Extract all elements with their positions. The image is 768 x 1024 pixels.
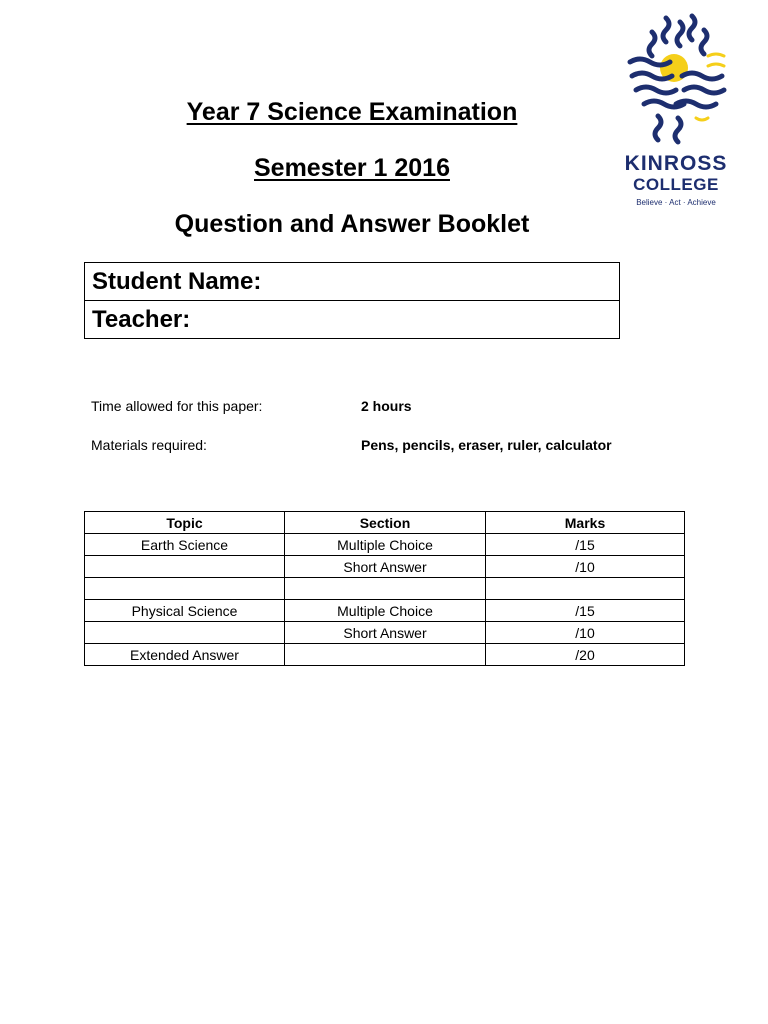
marks-cell: /15 xyxy=(486,600,685,622)
topic-cell xyxy=(85,622,285,644)
kinross-college-logo xyxy=(622,12,730,207)
table-row xyxy=(85,534,685,556)
header-section: Section xyxy=(285,512,486,534)
section-cell: Short Answer xyxy=(285,622,486,644)
logo-name-line1: KINROSS xyxy=(624,152,728,175)
topic-cell: Earth Science xyxy=(85,534,285,556)
marks-table-header xyxy=(85,512,685,534)
table-row xyxy=(85,622,685,644)
topic-cell xyxy=(85,556,285,578)
booklet-title: Question and Answer Booklet xyxy=(174,210,530,238)
section-cell: Multiple Choice xyxy=(285,600,486,622)
marks-cell: /15 xyxy=(486,534,685,556)
marks-cell: /20 xyxy=(486,644,685,666)
logo-name-line2: COLLEGE xyxy=(633,175,719,194)
section-cell: Short Answer xyxy=(285,556,486,578)
section-cell: Multiple Choice xyxy=(285,534,486,556)
logo-tagline: Believe · Act · Achieve xyxy=(636,198,716,207)
student-name-field[interactable]: Student Name: xyxy=(92,268,262,295)
marks-cell xyxy=(486,578,685,600)
student-details-box xyxy=(84,262,620,339)
exam-semester-text: Semester 1 2016 xyxy=(254,154,450,182)
topic-cell: Physical Science xyxy=(85,600,285,622)
marks-cell: /10 xyxy=(486,622,685,644)
topic-cell xyxy=(85,578,285,600)
topic-cell: Extended Answer xyxy=(85,644,285,666)
materials-value: Pens, pencils, eraser, ruler, calculator xyxy=(361,437,612,453)
logo-emblem-icon xyxy=(622,12,730,152)
time-allowed-value: 2 hours xyxy=(361,398,412,414)
marks-cell: /10 xyxy=(486,556,685,578)
header-marks: Marks xyxy=(486,512,685,534)
marks-table xyxy=(84,511,685,666)
teacher-field[interactable]: Teacher: xyxy=(85,300,619,338)
table-row xyxy=(85,578,685,600)
header-topic: Topic xyxy=(85,512,285,534)
table-row xyxy=(85,644,685,666)
section-cell xyxy=(285,644,486,666)
materials-label: Materials required: xyxy=(91,437,207,453)
section-cell xyxy=(285,578,486,600)
table-row xyxy=(85,556,685,578)
table-row xyxy=(85,600,685,622)
exam-title-text: Year 7 Science Examination xyxy=(186,98,518,126)
time-allowed-label: Time allowed for this paper: xyxy=(91,398,263,414)
